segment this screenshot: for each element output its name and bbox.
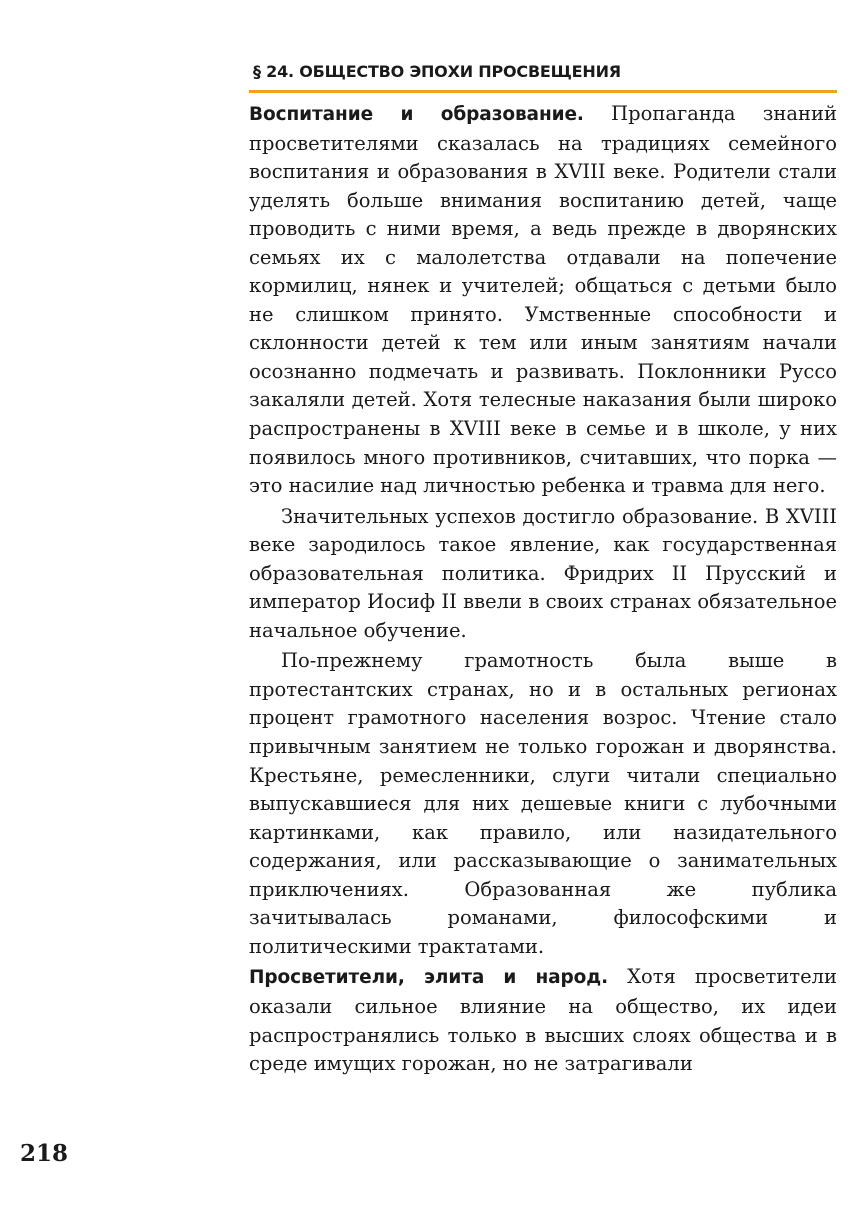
body-text	[249, 100, 837, 1079]
paragraph-text: Значительных успехов достигло образование. В XVIII веке зародилось такое явление, как государственная образовательная политика. Фридрих II Прусский и император Иосиф II ввели в своих странах обязательное начальное обучение.	[249, 504, 837, 642]
paragraph-text: Хотя просветители оказали сильное влияние на общество, их идеи распространялись только в высших слоях общества и в среде имущих горожан, но не затрагивали	[249, 965, 837, 1076]
paragraph-text: По-прежнему грамотность была выше в протестантских странах, но и в остальных регионах процент грамотного населения возрос. Чтение стало привычным занятием не только горожан и дворянства. Крестьяне, ремесленники, слуги читали специально выпускавшиеся для них дешевые книги с лубочными картинками, как правило, или назидательного содержания, или рассказывающие о занимательных приключениях. Образованная же публика зачитывалась романами, философскими и политическими трактатами.	[249, 649, 837, 958]
paragraph-lead-heading: Воспитание и образование.	[249, 104, 584, 125]
section-title: § 24. ОБЩЕСТВО ЭПОХИ ПРОСВЕЩЕНИЯ	[253, 62, 621, 81]
paragraph	[249, 647, 837, 961]
paragraph-lead-heading: Просветители, элита и народ.	[249, 967, 609, 989]
paragraph	[249, 963, 837, 1078]
section-header	[249, 60, 837, 93]
paragraph	[249, 100, 837, 501]
paragraph-text: Пропаганда знаний просветителями сказалась на традициях семейного воспитания и образования в XVIII веке. Родители стали уделять больше внимания воспитанию детей, чаще проводить с ними время, а ведь прежде в дворянских семьях их с малолетства отдавали на попечение кормилиц, нянек и учителей; общаться с детьми было не слишком принято. Умственные способности и склонности детей к тем или иным занятиям начали осознанно подмечать и развивать. Поклонники Руссо закаляли детей. Хотя телесные наказания были широко распространены в XVIII веке в семье и в школе, у них появилось много противников, считавших, что порка — это насилие над личностью ребенка и травма для него.	[249, 102, 837, 498]
page-number: 218	[20, 1140, 69, 1167]
paragraph	[249, 503, 837, 646]
